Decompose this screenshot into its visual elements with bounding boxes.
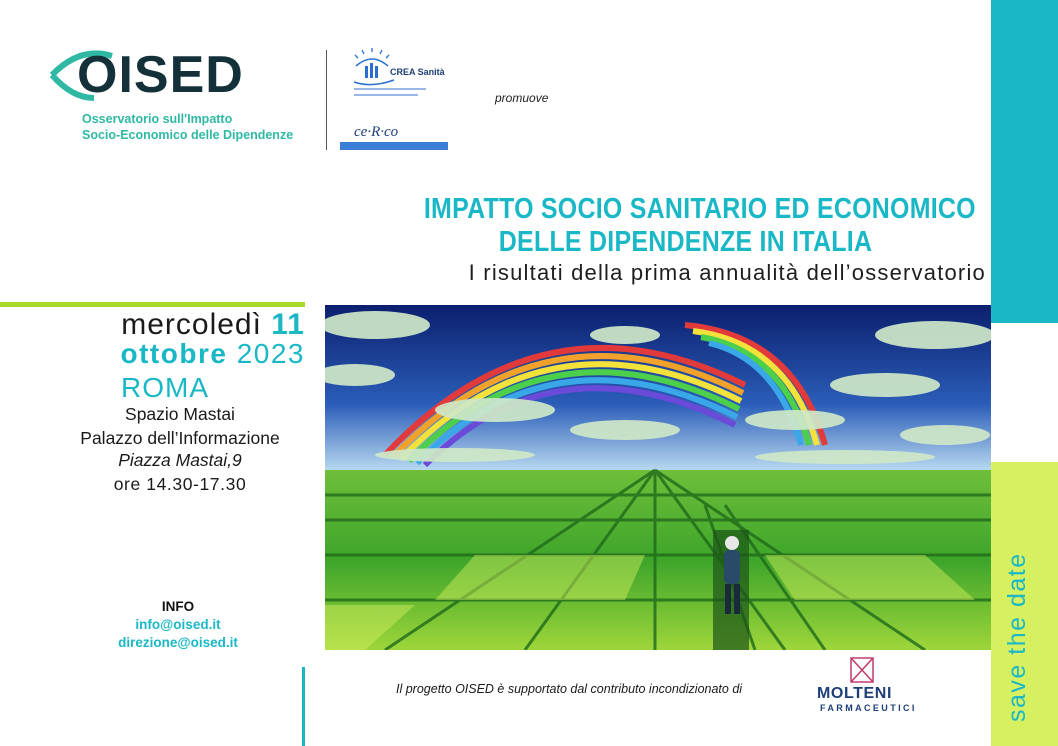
maze-rainbow-artwork: [325, 305, 991, 650]
logo-divider: [326, 50, 327, 150]
event-time: ore 14.30-17.30: [113, 474, 247, 494]
event-weekday: mercoledì: [121, 308, 262, 341]
info-email-link[interactable]: info@oised.it: [135, 617, 221, 632]
event-city: ROMA: [121, 372, 209, 403]
headline-line-1: IMPATTO SOCIO SANITARIO ED ECONOMICO: [424, 193, 976, 225]
logo-subtitle-line2: Socio-Economico delle Dipendenze: [82, 128, 294, 142]
event-year: 2023: [236, 338, 305, 369]
oised-logo: [50, 48, 320, 148]
molteni-emblem-icon: [849, 656, 875, 684]
support-statement: Il progetto OISED è supportato dal contributo incondizionato di: [396, 682, 743, 696]
direzione-email-link[interactable]: direzione@oised.it: [118, 635, 238, 650]
event-month: ottobre: [120, 338, 228, 369]
sponsor-subtitle: FARMACEUTICI: [820, 703, 917, 713]
info-heading: INFO: [161, 599, 195, 614]
save-the-date-panel: [991, 462, 1058, 746]
headline-subtitle: I risultati della prima annualità dell’osservatorio: [468, 260, 986, 285]
event-date-weekday: [121, 308, 305, 342]
save-the-date-label: save the date: [1003, 552, 1031, 722]
logo-wordmark: OISED: [77, 46, 244, 104]
promuove-label: promuove: [495, 91, 549, 105]
event-address: Piazza Mastai,9: [118, 450, 242, 470]
event-day: 11: [271, 308, 305, 341]
cerco-logo: [340, 120, 448, 152]
event-venue: Spazio Mastai: [125, 404, 235, 424]
logo-subtitle-line1: Osservatorio sull'Impatto: [82, 112, 233, 126]
left-accent-line: [0, 302, 305, 307]
crea-sanita-logo: [350, 48, 446, 106]
event-building: Palazzo dell’Informazione: [80, 428, 280, 448]
bottom-accent-line: [302, 667, 305, 746]
headline-line-2: DELLE DIPENDENZE IN ITALIA: [498, 226, 872, 258]
event-date-month-year: [120, 338, 305, 370]
svg-text:ce·R·co: ce·R·co: [354, 124, 399, 140]
svg-text:CREA Sanità: CREA Sanità: [390, 67, 445, 77]
sponsor-name: MOLTENI: [817, 685, 893, 702]
top-right-accent-bar: [991, 0, 1058, 323]
